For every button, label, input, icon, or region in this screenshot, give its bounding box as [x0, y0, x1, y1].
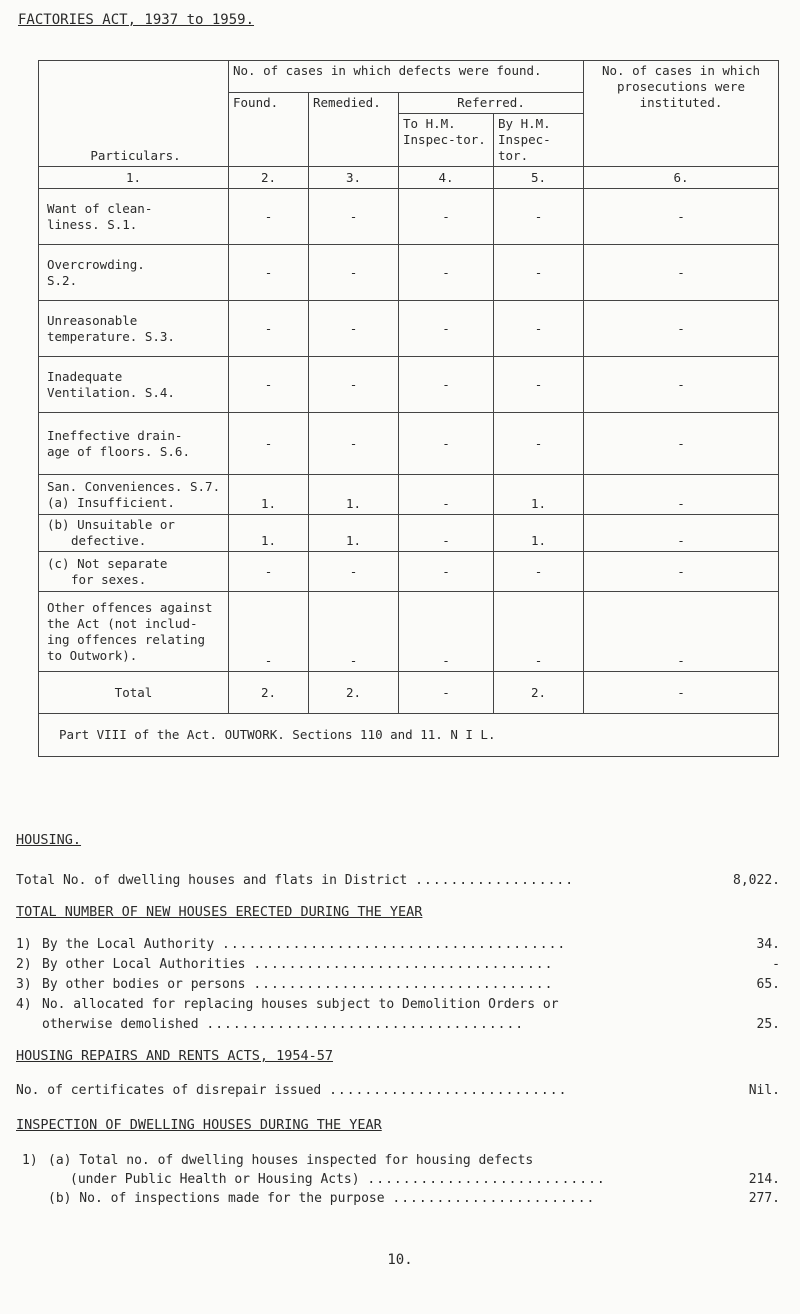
header-by-hm-inspector: By H.M. Inspec-tor.: [494, 114, 584, 167]
header-defects-found: No. of cases in which defects were found.: [229, 61, 584, 93]
table-row: Ineffective drain- age of floors. S.6. - - - - -: [39, 413, 779, 475]
table-row: Want of clean- liness. S.1. - - - - -: [39, 189, 779, 245]
header-found: Found.: [229, 93, 309, 167]
table-row-san-a: San. Conveniences. S.7. (a) Insufficient. 1. 1. - 1. -: [39, 475, 779, 515]
housing-heading: HOUSING.: [16, 832, 82, 848]
repairs-line: No. of certificates of disrepair issued ........................... Nil.: [16, 1083, 780, 1098]
defects-table: [38, 60, 779, 757]
inspection-a-line: 1) (a) Total no. of dwelling houses inspected for housing defects: [22, 1153, 534, 1168]
header-referred: Referred.: [399, 93, 584, 114]
table-row-total: Total 2. 2. - 2. -: [39, 672, 779, 714]
header-particulars: Particulars.: [39, 61, 229, 167]
new-houses-item: 1) By the Local Authority ....................................... 34.: [16, 937, 780, 952]
document-title: FACTORIES ACT, 1937 to 1959.: [18, 12, 255, 28]
repairs-heading: HOUSING REPAIRS AND RENTS ACTS, 1954-57: [16, 1048, 333, 1064]
new-houses-item: 4) No. allocated for replacing houses subject to Demolition Orders or: [16, 997, 559, 1012]
header-prosecutions: No. of cases in which prosecutions were instituted.: [584, 61, 779, 167]
inspection-a-cont: (under Public Health or Housing Acts) ........................... 214.: [70, 1172, 780, 1187]
column-numbers-row: 1. 2. 3. 4. 5. 6.: [39, 167, 779, 189]
table-row: Inadequate Ventilation. S.4. - - - - -: [39, 357, 779, 413]
table-row-other: Other offences against the Act (not includ- ing offences relating to Outwork). - - - - -: [39, 592, 779, 672]
table-row: Unreasonable temperature. S.3. - - - - -: [39, 301, 779, 357]
table-row-san-b: (b) Unsuitable or defective. 1. 1. - 1. -: [39, 515, 779, 552]
housing-total-line: Total No. of dwelling houses and flats in District .................. 8,022.: [16, 873, 780, 888]
outwork-note-row: Part VIII of the Act. OUTWORK. Sections 110 and 11. N I L.: [39, 714, 779, 757]
header-to-hm-inspector: To H.M. Inspec-tor.: [399, 114, 494, 167]
new-houses-heading: TOTAL NUMBER OF NEW HOUSES ERECTED DURING THE YEAR: [16, 904, 423, 920]
inspection-heading: INSPECTION OF DWELLING HOUSES DURING THE YEAR: [16, 1117, 382, 1133]
inspection-b-line: (b) No. of inspections made for the purpose ....................... 277.: [48, 1191, 780, 1206]
page-number: 10.: [387, 1252, 413, 1268]
new-houses-item: 2) By other Local Authorities .................................. -: [16, 957, 780, 972]
new-houses-item: 3) By other bodies or persons .................................. 65.: [16, 977, 780, 992]
table-row: Overcrowding. S.2. - - - - -: [39, 245, 779, 301]
new-houses-item-cont: otherwise demolished .................................... 25.: [42, 1017, 780, 1032]
table-row-san-c: (c) Not separate for sexes. - - - - -: [39, 552, 779, 592]
header-remedied: Remedied.: [309, 93, 399, 167]
